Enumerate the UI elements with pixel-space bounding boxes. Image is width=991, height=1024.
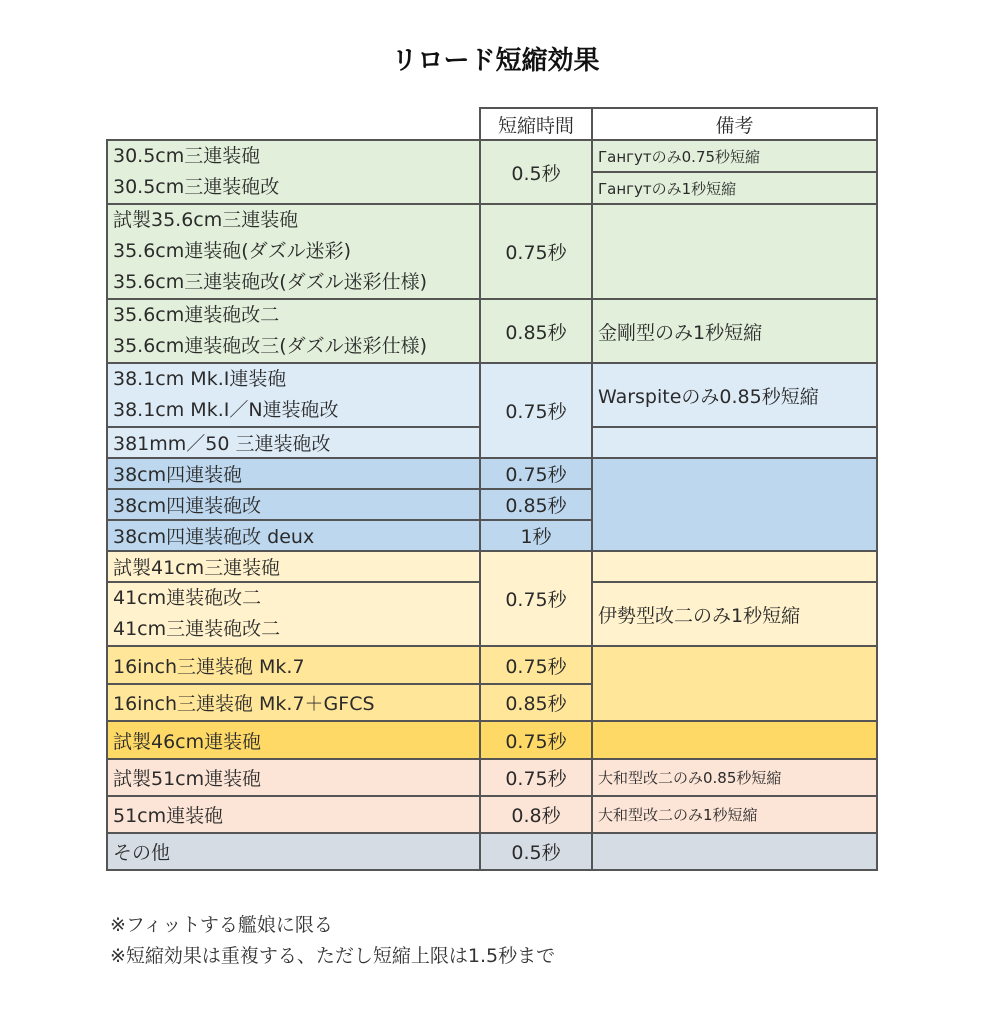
- weapon-name: 16inch三連装砲 Mk.7: [107, 646, 480, 684]
- weapon-name: その他: [107, 833, 480, 870]
- reduction-time: 0.85秒: [480, 684, 592, 721]
- reduction-time: 0.75秒: [480, 721, 592, 759]
- table-row: [107, 204, 877, 299]
- weapon-name: 381mm／50 三連装砲改: [107, 427, 480, 458]
- weapon-name: 試製46cm連装砲: [107, 721, 480, 759]
- note: [592, 204, 877, 299]
- footnotes: [110, 910, 555, 972]
- weapon-name: 35.6cm連装砲(ダズル迷彩): [113, 240, 352, 262]
- weapon-name: 試製51cm連装砲: [107, 759, 480, 796]
- table-row: [107, 796, 877, 833]
- table-row: [107, 299, 877, 363]
- note: [592, 833, 877, 870]
- note: Гангутのみ0.75秒短縮: [592, 140, 877, 172]
- note: 大和型改二のみ1秒短縮: [592, 796, 877, 833]
- reduction-time: 0.85秒: [480, 299, 592, 363]
- weapon-name: 試製35.6cm三連装砲: [113, 209, 299, 231]
- weapon-names: [107, 204, 480, 299]
- header-time: 短縮時間: [480, 108, 592, 140]
- table-row: [107, 363, 877, 427]
- reduction-time: 0.75秒: [480, 458, 592, 489]
- weapon-name: 35.6cm連装砲改二: [113, 304, 280, 326]
- note: [592, 458, 877, 551]
- header-row: [107, 108, 877, 140]
- table-row: [107, 140, 877, 172]
- reduction-time: 0.75秒: [480, 646, 592, 684]
- weapon-name: 41cm三連装砲改二: [113, 618, 281, 640]
- reduction-time: 0.75秒: [480, 204, 592, 299]
- weapon-name: 51cm連装砲: [107, 796, 480, 833]
- reduction-time: 0.5秒: [480, 833, 592, 870]
- weapon-name: 30.5cm三連装砲: [113, 145, 261, 167]
- note: 大和型改二のみ0.85秒短縮: [592, 759, 877, 796]
- table-row: [107, 833, 877, 870]
- weapon-names: [107, 582, 480, 646]
- reduction-time: 0.75秒: [480, 759, 592, 796]
- weapon-name: 試製41cm三連装砲: [107, 551, 480, 582]
- weapon-names: [107, 363, 480, 427]
- table-row: [107, 551, 877, 582]
- reduction-time: 0.75秒: [480, 363, 592, 458]
- reduction-time: 0.85秒: [480, 489, 592, 520]
- reduction-time: 0.8秒: [480, 796, 592, 833]
- reduction-time: 1秒: [480, 520, 592, 551]
- note: [592, 721, 877, 759]
- table-row: [107, 458, 877, 489]
- note: [592, 427, 877, 458]
- weapon-name: 38.1cm Mk.I連装砲: [113, 368, 287, 390]
- note: 伊勢型改二のみ1秒短縮: [592, 582, 877, 646]
- weapon-names: [107, 299, 480, 363]
- reduction-time: 0.5秒: [480, 140, 592, 204]
- weapon-name: 38.1cm Mk.I／N連装砲改: [113, 399, 339, 421]
- note: Гангутのみ1秒短縮: [592, 172, 877, 204]
- footnote: ※短縮効果は重複する、ただし短縮上限は1.5秒まで: [110, 945, 556, 967]
- weapon-name: 38cm四連装砲改: [107, 489, 480, 520]
- weapon-name: 35.6cm連装砲改三(ダズル迷彩仕様): [113, 335, 428, 357]
- note: Warspiteのみ0.85秒短縮: [592, 363, 877, 427]
- reload-table: [106, 107, 878, 871]
- page-title: リロード短縮効果: [391, 46, 600, 76]
- weapon-name: 30.5cm三連装砲改: [113, 176, 280, 198]
- note: 金剛型のみ1秒短縮: [592, 299, 877, 363]
- weapon-name: 41cm連装砲改二: [113, 587, 262, 609]
- table-row: [107, 721, 877, 759]
- reduction-time: 0.75秒: [480, 551, 592, 646]
- weapon-name: 38cm四連装砲: [107, 458, 480, 489]
- header-note: 備考: [592, 108, 877, 140]
- weapon-names: [107, 140, 480, 204]
- note: [592, 551, 877, 582]
- weapon-name: 16inch三連装砲 Mk.7＋GFCS: [107, 684, 480, 721]
- note: [592, 646, 877, 721]
- table-row: [107, 646, 877, 684]
- footnote: ※フィットする艦娘に限る: [110, 914, 333, 936]
- weapon-name: 38cm四連装砲改 deux: [107, 520, 480, 551]
- weapon-name: 35.6cm三連装砲改(ダズル迷彩仕様): [113, 271, 428, 293]
- table-row: [107, 759, 877, 796]
